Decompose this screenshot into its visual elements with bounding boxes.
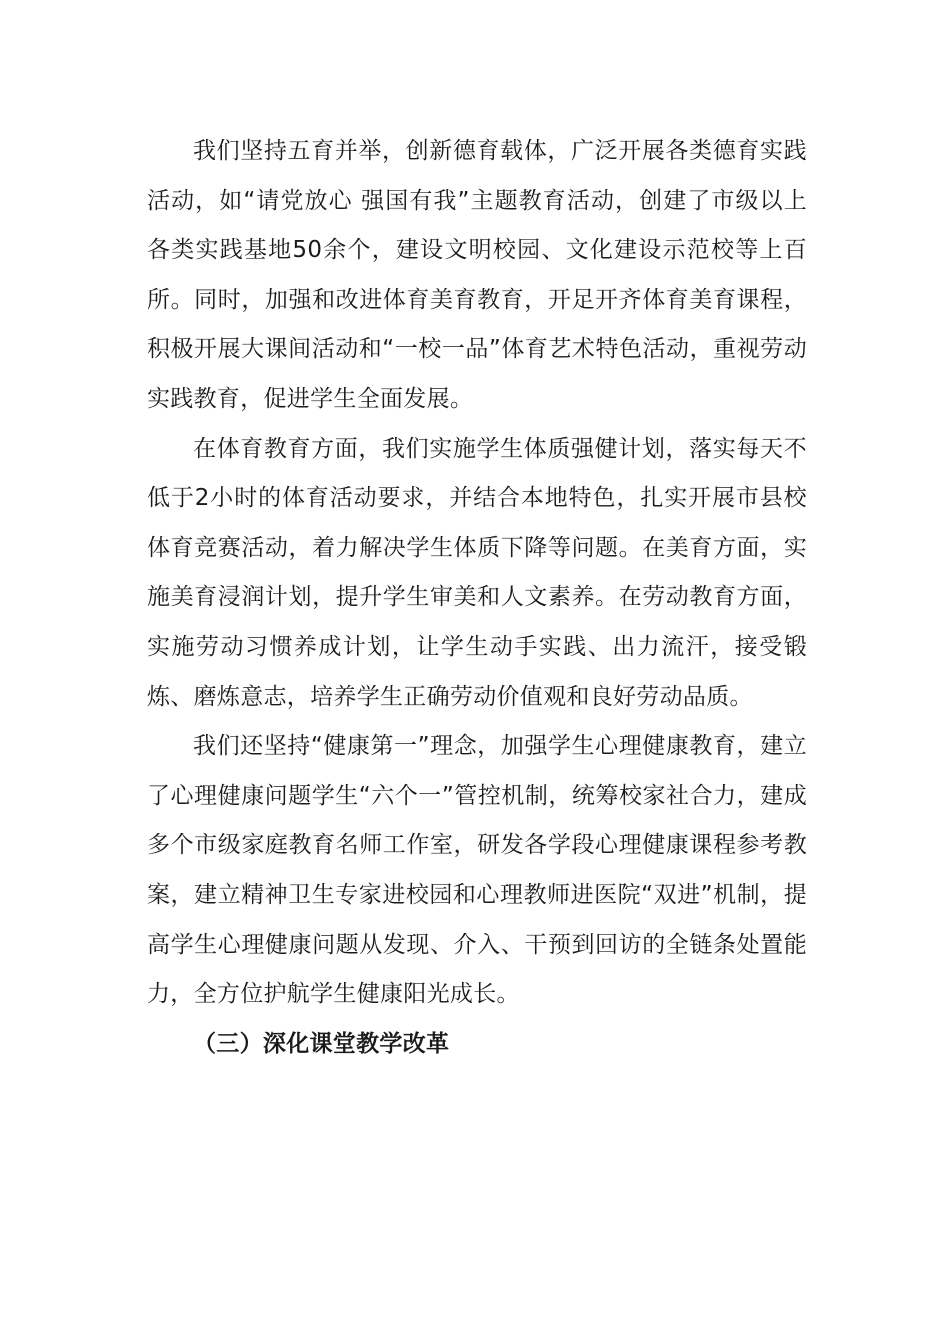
paragraph-moral-education: 我们坚持五育并举，创新德育载体，广泛开展各类德育实践活动，如“请党放心 强国有我”主题教育活动，创建了市级以上各类实践基地50余个，建设文明校园、文化建设示范校等上百所。同时，加强和改进体育美育教育，开足开齐体育美育课程，积极开展大课间活动和“一校一品”体育艺术特色活动，重视劳动实践教育，促进学生全面发展。 <box>147 138 807 412</box>
paragraph-physical-education: 在体育教育方面，我们实施学生体质强健计划，落实每天不低于2小时的体育活动要求，并结合本地特色，扎实开展市县校体育竞赛活动，着力解决学生体质下降等问题。在美育方面，实施美育浸润计划，提升学生审美和人文素养。在劳动教育方面，实施劳动习惯养成计划，让学生动手实践、出力流汗，接受锻炼、磨炼意志，培养学生正确劳动价值观和良好劳动品质。 <box>147 435 807 710</box>
section-heading: （三）深化课堂教学改革 <box>193 1030 450 1057</box>
paragraph-mental-health: 我们还坚持“健康第一”理念，加强学生心理健康教育，建立了心理健康问题学生“六个一”管控机制，统筹校家社合力，建成多个市级家庭教育名师工作室，研发各学段心理健康课程参考教案，建立精神卫生专家进校园和心理教师进医院“双进”机制，提高学生心理健康问题从发现、介入、干预到回访的全链条处置能力，全方位护航学生健康阳光成长。 <box>147 733 807 1008</box>
document-body <box>147 127 807 1069</box>
